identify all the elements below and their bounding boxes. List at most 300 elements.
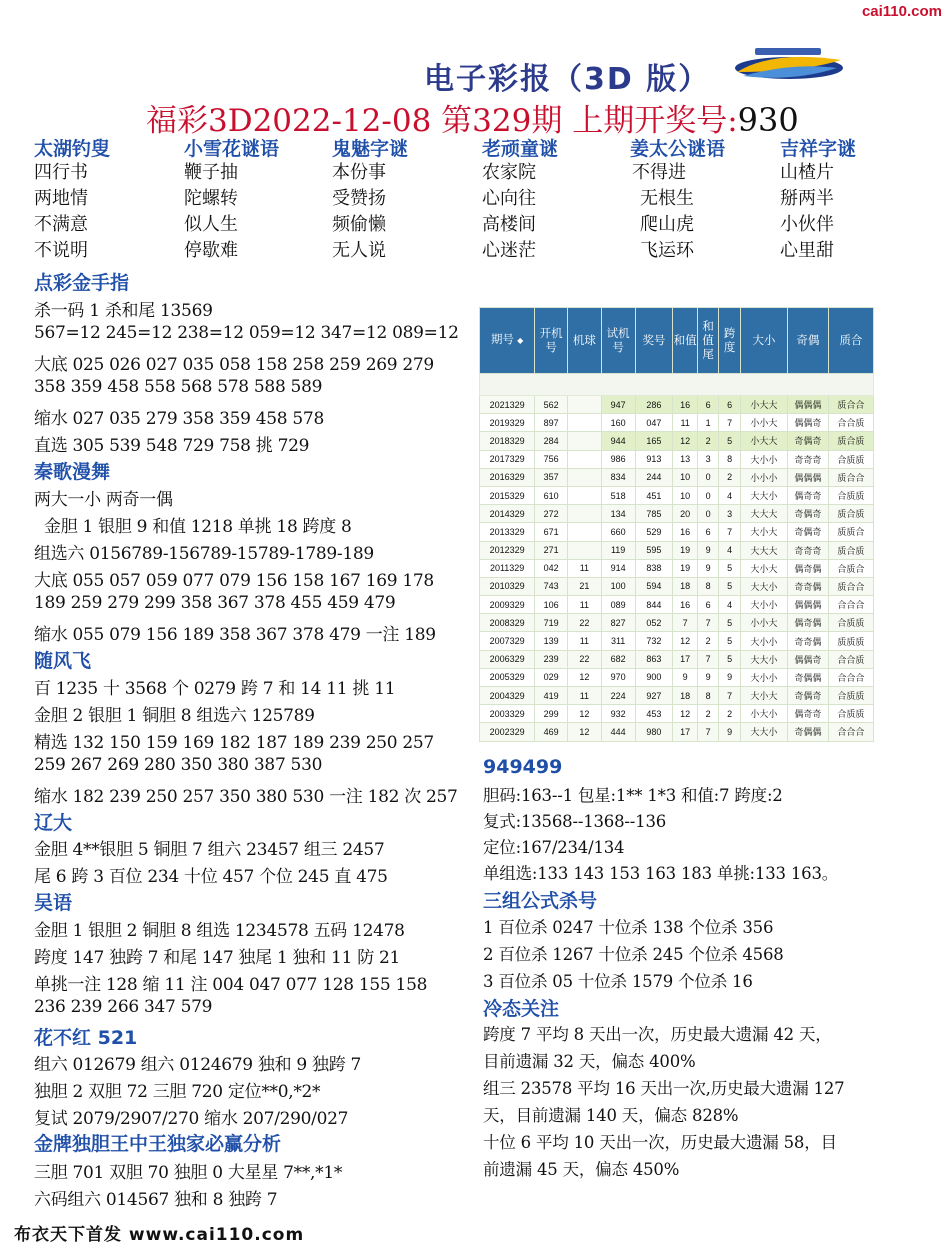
- section-title: 秦歌漫舞: [34, 461, 111, 483]
- table-cell: 偶偶奇: [787, 414, 828, 432]
- table-cell: 089: [601, 596, 635, 614]
- text-line: 十位 6 平均 10 天出一次，历史最大遗漏 58，目: [483, 1133, 837, 1152]
- table-cell: 518: [601, 486, 635, 504]
- riddle-column: [482, 134, 558, 264]
- table-cell: 小小小: [740, 468, 787, 486]
- table-cell: 6: [697, 396, 718, 414]
- column-header: 和值尾: [697, 308, 718, 374]
- riddle-item: 飞运环: [640, 240, 694, 261]
- text-line: 358 359 458 558 568 578 588 589: [34, 377, 323, 397]
- riddle-item: 四行书: [34, 162, 88, 183]
- text-line: 胆码:163--1 包星:1** 1*3 和值:7 跨度:2: [483, 786, 783, 805]
- lottery-logo-icon: [733, 42, 845, 88]
- text-line: 单组选:133 143 153 163 183 单挑:133 163。: [483, 864, 839, 883]
- table-cell: 2: [697, 632, 718, 650]
- text-line: 目前遗漏 32 天，偏态 400%: [483, 1052, 696, 1071]
- table-cell: 9: [697, 541, 718, 559]
- table-cell: 2007329: [480, 632, 535, 650]
- text-line: 3 百位杀 05 十位杀 1579 个位杀 16: [483, 972, 753, 991]
- riddle-item: 山楂片: [780, 162, 834, 183]
- table-cell: [567, 396, 601, 414]
- riddle-column: [630, 134, 725, 264]
- table-cell: 2014329: [480, 505, 535, 523]
- section-title: 随风飞: [34, 650, 92, 672]
- table-cell: 2002329: [480, 723, 535, 741]
- column-header: 奖号: [635, 308, 673, 374]
- text-line: 两大一小 两奇一偶: [34, 490, 173, 510]
- table-row: [480, 432, 874, 450]
- riddle-item: 受赞扬: [332, 188, 386, 209]
- table-cell: 2006329: [480, 650, 535, 668]
- table-cell: 9: [719, 723, 740, 741]
- table-cell: 2004329: [480, 687, 535, 705]
- text-line: 精选 132 150 159 169 182 187 189 239 250 257: [34, 733, 434, 753]
- riddle-title: 小雪花谜语: [184, 138, 280, 160]
- text-line: 大底 055 057 059 077 079 156 158 167 169 178: [34, 571, 434, 591]
- section-title: 点彩金手指: [34, 272, 130, 294]
- table-cell: [567, 505, 601, 523]
- table-cell: 大小大: [740, 559, 787, 577]
- section-title: 吴语: [34, 892, 73, 914]
- table-cell: 合质质: [828, 486, 873, 504]
- text-line: 259 267 269 280 350 380 387 530: [34, 755, 323, 775]
- table-cell: 质合质: [828, 541, 873, 559]
- text-line: 天，目前遗漏 140 天，偏态 828%: [483, 1106, 739, 1125]
- table-cell: 奇偶奇: [787, 687, 828, 705]
- table-cell: 大大小: [740, 723, 787, 741]
- table-cell: 838: [635, 559, 673, 577]
- table-row: [480, 668, 874, 686]
- table-cell: 944: [601, 432, 635, 450]
- table-cell: 12: [673, 705, 698, 723]
- site-domain: cai110.com: [861, 3, 942, 20]
- table-cell: 863: [635, 650, 673, 668]
- table-cell: 160: [601, 414, 635, 432]
- riddle-grid: [34, 134, 914, 266]
- table-cell: 大小小: [740, 450, 787, 468]
- riddle-item: 不得进: [632, 162, 686, 183]
- riddle-item: 心里甜: [780, 240, 834, 261]
- riddle-item: 频偷懒: [332, 214, 386, 235]
- text-line: 组选六 0156789-156789-15789-1789-189: [34, 544, 374, 564]
- riddle-item: 不说明: [34, 240, 88, 261]
- table-cell: 5: [719, 650, 740, 668]
- table-cell: 8: [697, 577, 718, 595]
- riddle-item: 心迷茫: [482, 240, 536, 261]
- table-cell: 偶偶奇: [787, 650, 828, 668]
- text-line: 大底 025 026 027 035 058 158 258 259 269 279: [34, 355, 434, 375]
- table-row: [480, 705, 874, 723]
- table-cell: 594: [635, 577, 673, 595]
- section-title: 冷态关注: [483, 998, 560, 1020]
- table-cell: 7: [673, 614, 698, 632]
- table-cell: 2011329: [480, 559, 535, 577]
- riddle-item: 无人说: [332, 240, 386, 261]
- table-row: [480, 723, 874, 741]
- table-cell: 质质合: [828, 523, 873, 541]
- column-header: 大小: [740, 308, 787, 374]
- text-line: 单挑一注 128 缩 11 注 004 047 077 128 155 158: [34, 975, 428, 995]
- table-cell: 719: [535, 614, 568, 632]
- table-cell: 100: [601, 577, 635, 595]
- table-cell: [567, 523, 601, 541]
- table-cell: 2021329: [480, 396, 535, 414]
- table-cell: 16: [673, 396, 698, 414]
- table-cell: 大小小: [740, 668, 787, 686]
- riddle-item: 无根生: [640, 188, 694, 209]
- table-cell: 6: [719, 396, 740, 414]
- table-cell: 5: [719, 432, 740, 450]
- table-cell: 052: [635, 614, 673, 632]
- riddle-column: [184, 134, 279, 264]
- table-row: [480, 505, 874, 523]
- table-row: [480, 414, 874, 432]
- table-row: [480, 486, 874, 504]
- table-cell: 682: [601, 650, 635, 668]
- table-cell: 986: [601, 450, 635, 468]
- table-cell: 质合质: [828, 505, 873, 523]
- table-cell: 2016329: [480, 468, 535, 486]
- table-cell: 0: [697, 505, 718, 523]
- table-cell: 奇奇偶: [787, 577, 828, 595]
- column-header: 开机号: [535, 308, 568, 374]
- table-cell: 980: [635, 723, 673, 741]
- table-cell: 10: [673, 486, 698, 504]
- table-cell: 0: [697, 468, 718, 486]
- table-cell: [567, 541, 601, 559]
- table-cell: 7: [697, 723, 718, 741]
- table-cell: 小小大: [740, 414, 787, 432]
- table-cell: 5: [719, 614, 740, 632]
- table-cell: 914: [601, 559, 635, 577]
- history-table: [479, 307, 874, 742]
- text-line: 三胆 701 双胆 70 独胆 0 大星星 7**,*1*: [34, 1163, 343, 1183]
- table-cell: 239: [535, 650, 568, 668]
- table-cell: 奇偶奇: [787, 523, 828, 541]
- table-cell: 质合合: [828, 396, 873, 414]
- table-cell: 139: [535, 632, 568, 650]
- text-line: 1 百位杀 0247 十位杀 138 个位杀 356: [483, 918, 774, 937]
- table-cell: 质合合: [828, 468, 873, 486]
- text-line: 杀一码 1 杀和尾 13569: [34, 301, 213, 321]
- table-cell: 合质合: [828, 559, 873, 577]
- table-cell: 17: [673, 650, 698, 668]
- section-title: 花不红 521: [34, 1027, 138, 1049]
- table-cell: 合合合: [828, 723, 873, 741]
- table-cell: 小小大: [740, 614, 787, 632]
- table-cell: 827: [601, 614, 635, 632]
- riddle-item: 本份事: [332, 162, 386, 183]
- table-cell: 1: [697, 414, 718, 432]
- table-cell: 11: [567, 559, 601, 577]
- table-cell: 272: [535, 505, 568, 523]
- text-line: 金胆 1 银胆 9 和值 1218 单挑 18 跨度 8: [44, 517, 352, 537]
- table-cell: [567, 450, 601, 468]
- table-cell: 小大大: [740, 432, 787, 450]
- table-cell: 质合质: [828, 432, 873, 450]
- table-header-row: [480, 308, 874, 374]
- table-cell: 900: [635, 668, 673, 686]
- text-line: 直选 305 539 548 729 758 挑 729: [34, 436, 310, 456]
- table-cell: 286: [635, 396, 673, 414]
- table-cell: 970: [601, 668, 635, 686]
- riddle-title: 老顽童谜: [482, 138, 559, 160]
- table-cell: 9: [673, 668, 698, 686]
- table-cell: 4: [719, 486, 740, 504]
- table-cell: 大小大: [740, 523, 787, 541]
- table-row: [480, 450, 874, 468]
- text-line: 189 259 279 299 358 367 378 455 459 479: [34, 593, 396, 613]
- table-cell: 11: [567, 632, 601, 650]
- column-header: 和值: [673, 308, 698, 374]
- riddle-title: 吉祥字谜: [780, 138, 857, 160]
- table-cell: 451: [635, 486, 673, 504]
- table-cell: 732: [635, 632, 673, 650]
- table-cell: 偶奇偶: [787, 614, 828, 632]
- table-cell: 合合质: [828, 650, 873, 668]
- text-line: 缩水 055 079 156 189 358 367 378 479 一注 189: [34, 625, 436, 645]
- table-cell: 2019329: [480, 414, 535, 432]
- table-cell: 质合合: [828, 577, 873, 595]
- table-cell: 12: [673, 432, 698, 450]
- table-cell: 大小小: [740, 632, 787, 650]
- table-cell: 165: [635, 432, 673, 450]
- text-line: 前遗漏 45 天，偏态 450%: [483, 1160, 680, 1179]
- text-line: 组三 23578 平均 16 天出一次,历史最大遗漏 127: [483, 1079, 845, 1098]
- text-line: 六码组六 014567 独和 8 独跨 7: [34, 1190, 278, 1210]
- table-cell: [567, 414, 601, 432]
- table-cell: 合合合: [828, 668, 873, 686]
- table-cell: 4: [719, 541, 740, 559]
- table-cell: 419: [535, 687, 568, 705]
- table-cell: 偶奇偶: [787, 559, 828, 577]
- table-cell: 5: [719, 559, 740, 577]
- table-cell: 0: [697, 486, 718, 504]
- riddle-item: 两地情: [34, 188, 88, 209]
- table-cell: 6: [697, 596, 718, 614]
- table-cell: 合质质: [828, 705, 873, 723]
- table-cell: 大小大: [740, 687, 787, 705]
- text-line: 缩水 182 239 250 257 350 380 530 一注 182 次 257: [34, 787, 458, 807]
- table-cell: 469: [535, 723, 568, 741]
- table-cell: 671: [535, 523, 568, 541]
- table-row: [480, 596, 874, 614]
- table-cell: 11: [673, 414, 698, 432]
- section-title: 949499: [483, 756, 563, 778]
- text-line: 跨度 7 平均 8 天出一次，历史最大遗漏 42 天，: [483, 1025, 832, 1044]
- table-cell: 610: [535, 486, 568, 504]
- riddle-item: 陀螺转: [184, 188, 238, 209]
- table-cell: 17: [673, 723, 698, 741]
- table-cell: 22: [567, 614, 601, 632]
- riddle-item: 高楼间: [482, 214, 536, 235]
- table-cell: 奇偶偶: [787, 723, 828, 741]
- table-cell: [567, 432, 601, 450]
- text-line: 跨度 147 独跨 7 和尾 147 独尾 1 独和 11 防 21: [34, 948, 401, 968]
- table-cell: 224: [601, 687, 635, 705]
- riddle-column: [332, 134, 408, 264]
- table-cell: 大大小: [740, 650, 787, 668]
- table-cell: 奇偶奇: [787, 505, 828, 523]
- table-cell: 2: [719, 468, 740, 486]
- column-header: 机球: [567, 308, 601, 374]
- table-cell: 小大大: [740, 396, 787, 414]
- text-line: 缩水 027 035 279 358 359 458 578: [34, 409, 324, 429]
- table-cell: 785: [635, 505, 673, 523]
- text-line: 复试 2079/2907/270 缩水 207/290/027: [34, 1109, 349, 1129]
- table-cell: 913: [635, 450, 673, 468]
- table-cell: 9: [697, 559, 718, 577]
- column-header: 质合: [828, 308, 873, 374]
- riddle-item: 似人生: [184, 214, 238, 235]
- table-cell: 21: [567, 577, 601, 595]
- sort-icon[interactable]: ◆: [517, 336, 524, 345]
- table-cell: 932: [601, 705, 635, 723]
- table-cell: 3: [719, 505, 740, 523]
- table-cell: 897: [535, 414, 568, 432]
- table-cell: 2008329: [480, 614, 535, 632]
- table-cell: 562: [535, 396, 568, 414]
- table-cell: 合合质: [828, 414, 873, 432]
- text-line: 尾 6 跨 3 百位 234 十位 457 个位 245 直 475: [34, 867, 388, 887]
- table-cell: 奇偶偶: [787, 668, 828, 686]
- section-title: 金牌独胆王中王独家必赢分析: [34, 1133, 282, 1155]
- section-title: 三组公式杀号: [483, 890, 598, 912]
- table-cell: 2005329: [480, 668, 535, 686]
- table-cell: 12: [567, 668, 601, 686]
- riddle-item: 小伙伴: [780, 214, 834, 235]
- table-cell: 7: [719, 523, 740, 541]
- riddle-column: [780, 134, 856, 264]
- table-row: [480, 541, 874, 559]
- table-cell: 2: [697, 432, 718, 450]
- table-cell: 8: [719, 450, 740, 468]
- table-cell: 10: [673, 468, 698, 486]
- riddle-item: 鞭子抽: [184, 162, 238, 183]
- riddle-item: 停歇难: [184, 240, 238, 261]
- table-cell: 9: [697, 668, 718, 686]
- table-cell: 756: [535, 450, 568, 468]
- table-cell: 2017329: [480, 450, 535, 468]
- footer-text: 布衣天下首发 www.cai110.com: [14, 1225, 305, 1245]
- table-cell: 11: [567, 687, 601, 705]
- table-cell: 12: [567, 705, 601, 723]
- table-cell: 595: [635, 541, 673, 559]
- table-cell: 2009329: [480, 596, 535, 614]
- table-cell: 029: [535, 668, 568, 686]
- text-line: 236 239 266 347 579: [34, 997, 213, 1017]
- table-row: [480, 650, 874, 668]
- table-cell: 444: [601, 723, 635, 741]
- table-cell: 奇奇偶: [787, 632, 828, 650]
- section-title: 辽大: [34, 812, 73, 834]
- column-header: 试机号: [601, 308, 635, 374]
- text-line: 金胆 4**银胆 5 铜胆 7 组六 23457 组三 2457: [34, 840, 385, 860]
- table-cell: 5: [719, 577, 740, 595]
- table-cell: 244: [635, 468, 673, 486]
- table-cell: 119: [601, 541, 635, 559]
- table-cell: 743: [535, 577, 568, 595]
- text-line: 金胆 1 银胆 2 铜胆 8 组选 1234578 五码 12478: [34, 921, 405, 941]
- table-cell: 11: [567, 596, 601, 614]
- table-row: [480, 687, 874, 705]
- table-cell: 18: [673, 577, 698, 595]
- text-line: 2 百位杀 1267 十位杀 245 个位杀 4568: [483, 945, 784, 964]
- table-cell: 大大小: [740, 486, 787, 504]
- column-header: 期号 ◆: [480, 308, 535, 374]
- table-row: [480, 577, 874, 595]
- table-cell: 12: [673, 632, 698, 650]
- table-cell: 5: [719, 632, 740, 650]
- table-cell: 927: [635, 687, 673, 705]
- table-cell: 047: [635, 414, 673, 432]
- table-cell: 529: [635, 523, 673, 541]
- table-cell: 9: [719, 668, 740, 686]
- table-cell: 合质质: [828, 687, 873, 705]
- riddle-title: 姜太公谜语: [630, 138, 726, 160]
- table-cell: 042: [535, 559, 568, 577]
- table-cell: 2003329: [480, 705, 535, 723]
- text-line: 复式:13568--1368--136: [483, 812, 667, 831]
- riddle-item: 爬山虎: [640, 214, 694, 235]
- table-cell: 偶奇奇: [787, 705, 828, 723]
- page-title: 电子彩报（3D 版）: [424, 62, 711, 97]
- issue-text: 福彩3D2022-12-08 第329期 上期开奖号:: [146, 103, 738, 139]
- table-cell: 7: [697, 614, 718, 632]
- table-cell: 6: [697, 523, 718, 541]
- table-row: [480, 523, 874, 541]
- text-line: 独胆 2 双胆 72 三胆 720 定位**0,*2*: [34, 1082, 321, 1102]
- table-cell: 合合合: [828, 596, 873, 614]
- table-cell: 7: [719, 414, 740, 432]
- table-cell: 大大大: [740, 505, 787, 523]
- table-cell: 3: [697, 450, 718, 468]
- table-cell: 22: [567, 650, 601, 668]
- text-line: 组六 012679 组六 0124679 独和 9 独跨 7: [34, 1055, 362, 1075]
- table-cell: 奇奇奇: [787, 541, 828, 559]
- column-header: 跨度: [719, 308, 740, 374]
- table-row: [480, 396, 874, 414]
- table-cell: 2018329: [480, 432, 535, 450]
- table-cell: 20: [673, 505, 698, 523]
- table-cell: [567, 486, 601, 504]
- table-cell: 偶奇奇: [787, 486, 828, 504]
- table-cell: 12: [567, 723, 601, 741]
- table-cell: 844: [635, 596, 673, 614]
- table-cell: 合质质: [828, 614, 873, 632]
- table-cell: 小大小: [740, 705, 787, 723]
- table-cell: 16: [673, 596, 698, 614]
- table-spacer-row: [480, 374, 874, 396]
- text-line: 567=12 245=12 238=12 059=12 347=12 089=12: [34, 323, 459, 343]
- riddle-item: 掰两半: [780, 188, 834, 209]
- table-cell: 2013329: [480, 523, 535, 541]
- column-header: 奇偶: [787, 308, 828, 374]
- table-cell: 偶偶偶: [787, 396, 828, 414]
- table-cell: 284: [535, 432, 568, 450]
- table-row: [480, 632, 874, 650]
- table-cell: 7: [719, 687, 740, 705]
- table-cell: 357: [535, 468, 568, 486]
- text-line: 定位:167/234/134: [483, 838, 625, 857]
- table-row: [480, 468, 874, 486]
- table-cell: 7: [697, 650, 718, 668]
- table-cell: 质质质: [828, 632, 873, 650]
- table-cell: 大大小: [740, 577, 787, 595]
- table-cell: 偶偶偶: [787, 596, 828, 614]
- table-cell: 134: [601, 505, 635, 523]
- table-cell: 大小小: [740, 596, 787, 614]
